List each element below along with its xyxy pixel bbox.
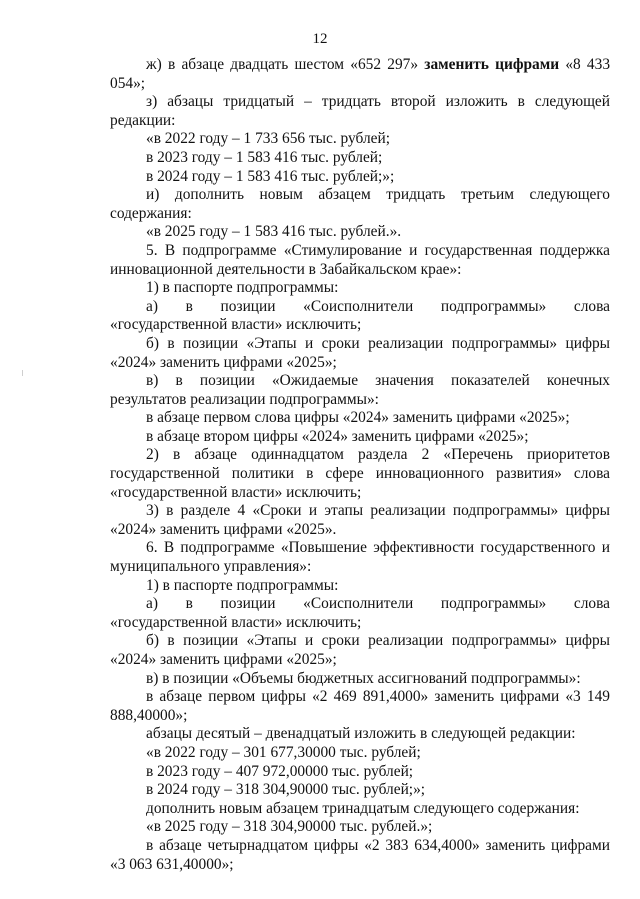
paragraph: «в 2022 году – 301 677,30000 тыс. рублей; [146,743,421,761]
paragraph: дополнить новым абзацем тринадцатым следующего содержания: [146,799,580,817]
paragraph: 2) в абзаце одиннадцатом раздела 2 «Перечень приоритетов государственной политики в сфере инновационного развития» слова «государственной власти» исключить; [110,446,610,501]
paragraph: «в 2025 году – 1 583 416 тыс. рублей.». [146,223,402,241]
paragraph: 1) в паспорте подпрограммы: [146,576,339,594]
paragraph: «в 2025 году – 318 304,90000 тыс. рублей.»; [146,818,433,836]
scan-artifact [22,370,23,376]
paragraph: в абзаце втором цифры «2024» заменить цифрами «2025»; [146,427,529,445]
paragraph: в 2023 году – 407 972,00000 тыс. рублей; [146,762,414,780]
paragraph: в) в позиции «Объемы бюджетных ассигнований подпрограммы»: [146,669,581,687]
paragraph: з) абзацы тридцатый – тридцать второй изложить в следующей редакции: [110,93,610,129]
paragraph: 3) в разделе 4 «Сроки и этапы реализации подпрограммы» цифры «2024» заменить цифрами «2025». [110,502,610,538]
paragraph: в 2024 году – 1 583 416 тыс. рублей;»; [146,167,395,185]
paragraph: в 2024 году – 318 304,90000 тыс. рублей;»; [146,781,426,799]
paragraph: в абзаце первом цифры «2 469 891,4000» заменить цифрами «3 149 888,40000»; [110,688,610,724]
paragraph: а) в позиции «Соисполнители подпрограммы» слова «государственной власти» исключить; [110,297,610,334]
text-segment: ж) в абзаце двадцать шестом «652 297» [146,56,425,73]
paragraph [110,56,610,93]
paragraph: в) в позиции «Ожидаемые значения показателей конечных результатов реализации подпрограммы»: [110,372,610,408]
paragraph: 1) в паспорте подпрограммы: [146,279,339,297]
document-body [110,56,610,874]
paragraph: 5. В подпрограмме «Стимулирование и государственная поддержка инновационной деятельности в Забайкальском крае»: [110,241,610,278]
paragraph: в абзаце четырнадцатом цифры «2 383 634,4000» заменить цифрами «3 063 631,40000»; [110,836,610,873]
paragraph: в 2023 году – 1 583 416 тыс. рублей; [146,148,383,166]
text-segment: «8 433 054»; [110,56,611,92]
paragraph: б) в позиции «Этапы и сроки реализации подпрограммы» цифры «2024» заменить цифрами «2025»; [110,632,610,668]
paragraph: «в 2022 году – 1 733 656 тыс. рублей; [146,130,390,148]
paragraph: 6. В подпрограмме «Повышение эффективности государственного и муниципального управления»: [110,539,610,576]
paragraph: и) дополнить новым абзацем тридцать третьим следующего содержания: [110,186,610,222]
page-number: 12 [312,31,328,47]
paragraph: абзацы десятый – двенадцатый изложить в следующей редакции: [146,725,576,743]
text-segment-bold: заменить цифрами [424,56,560,73]
paragraph: а) в позиции «Соисполнители подпрограммы» слова «государственной власти» исключить; [110,595,610,631]
paragraph: б) в позиции «Этапы и сроки реализации подпрограммы» цифры «2024» заменить цифрами «2025»; [110,334,610,371]
paragraph: в абзаце первом слова цифры «2024» заменить цифрами «2025»; [146,409,570,427]
